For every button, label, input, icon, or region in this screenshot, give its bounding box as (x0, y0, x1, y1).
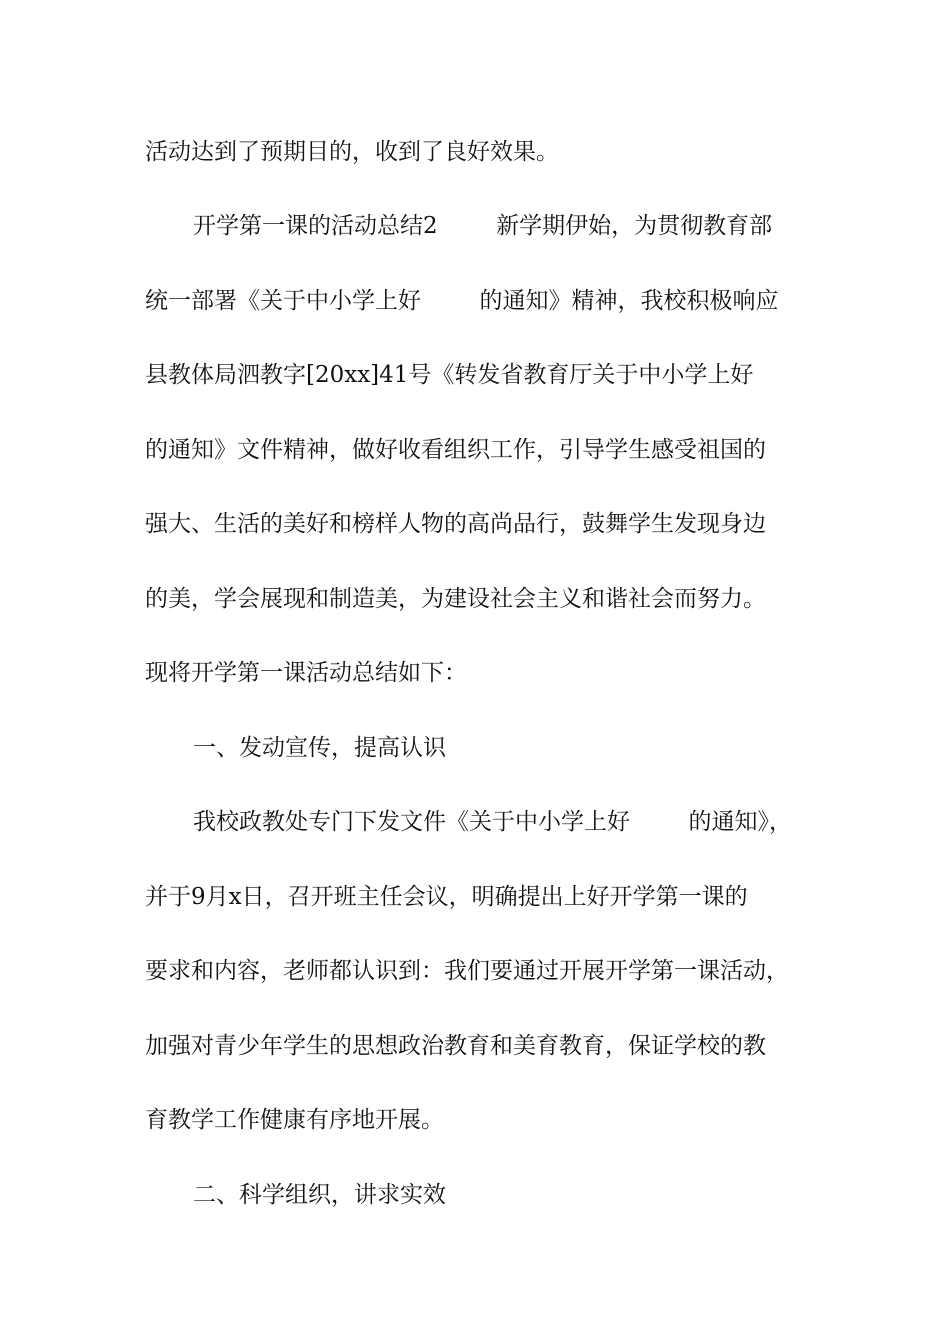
text-line: 强大、生活的美好和榜样人物的高尚品行，鼓舞学生发现身边 (145, 511, 766, 537)
text-line: 活动达到了预期目的，收到了良好效果。 (145, 139, 559, 165)
text-line: 现将开学第一课活动总结如下： (145, 660, 467, 686)
text-line: 的通知》文件精神，做好收看组织工作，引导学生感受祖国的 (145, 437, 766, 463)
section-heading: 一、发动宣传，提高认识 (193, 735, 446, 761)
text-line: 的美，学会展现和制造美，为建设社会主义和谐社会而努力。 (145, 586, 766, 612)
text-line: 县教体局泗教字[20xx]41号《转发省教育厅关于中小学上好 (145, 362, 754, 388)
text-line: 要求和内容，老师都认识到：我们要通过开展开学第一课活动， (145, 958, 789, 984)
section-heading: 二、科学组织，讲求实效 (193, 1182, 446, 1208)
text-line: 统一部署《关于中小学上好 的通知》精神，我校积极响应 (145, 288, 779, 314)
text-line: 并于9月x日，召开班主任会议，明确提出上好开学第一课的 (145, 884, 748, 910)
text-line: 加强对青少年学生的思想政治教育和美育教育，保证学校的教 (145, 1033, 766, 1059)
text-line: 育教学工作健康有序地开展。 (145, 1107, 444, 1133)
text-line: 开学第一课的活动总结2 新学期伊始，为贯彻教育部 (193, 213, 773, 239)
text-line: 我校政教处专门下发文件《关于中小学上好 的通知》， (193, 809, 792, 835)
